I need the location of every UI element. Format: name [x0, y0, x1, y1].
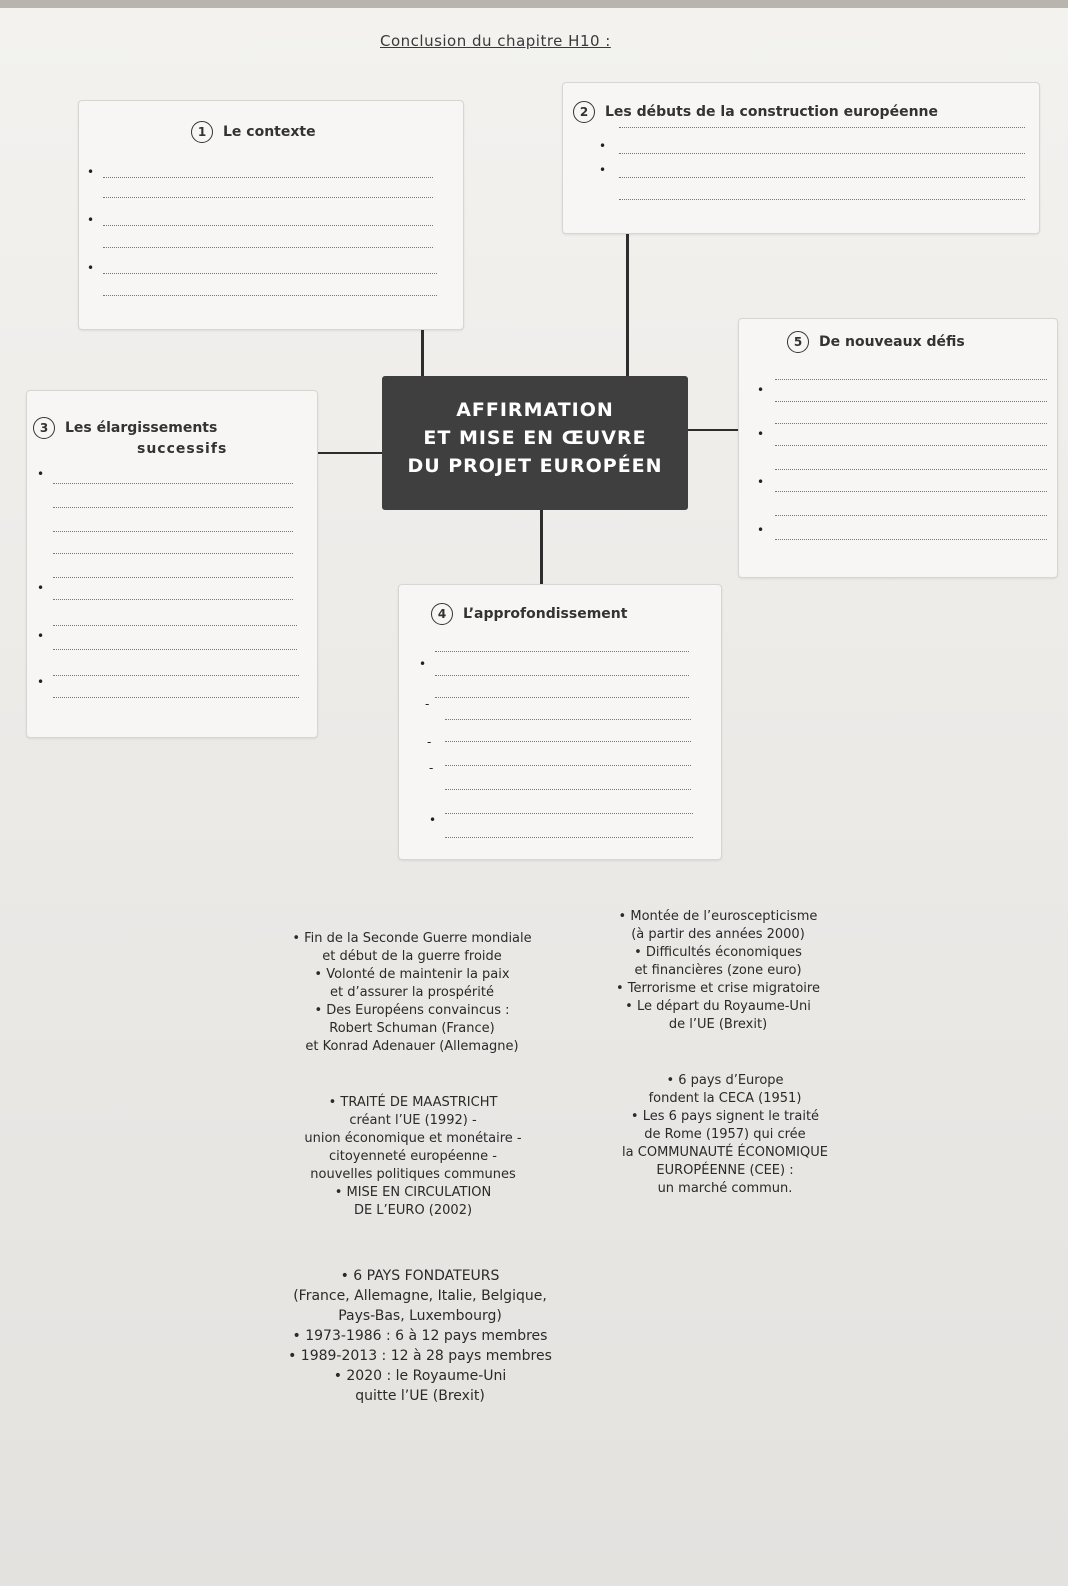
answer-line: [103, 273, 437, 274]
box-elargissements-subtitle: successifs: [137, 441, 228, 457]
box-approfondissement-title: L’approfondissement: [463, 606, 628, 622]
answer-text: (à partir des années 2000): [631, 927, 805, 942]
answer-line: [103, 177, 433, 178]
answer-line: [53, 531, 293, 532]
box-contexte: [78, 100, 464, 330]
badge-2: 2: [573, 101, 595, 123]
page-title: Conclusion du chapitre H10 :: [380, 32, 611, 50]
bullet: •: [757, 427, 765, 441]
box-defis: [738, 318, 1058, 578]
bullet: •: [599, 139, 607, 153]
answers-contexte: [272, 930, 552, 1056]
answers-elargissements: [260, 1266, 580, 1406]
answer-line: [435, 651, 689, 652]
box-approfondissement: [398, 584, 722, 860]
answer-text: • MISE EN CIRCULATION: [334, 1185, 492, 1200]
answers-defis: [578, 908, 858, 1034]
answer-text: • Montée de l’euroscepticisme: [618, 909, 818, 924]
answer-text: et Konrad Adenauer (Allemagne): [305, 1039, 519, 1054]
bullet: •: [87, 213, 95, 227]
bullet: •: [757, 383, 765, 397]
answer-text: un marché commun.: [657, 1181, 793, 1196]
bullet: •: [37, 467, 45, 481]
answer-text: union économique et monétaire -: [304, 1131, 522, 1146]
answer-line: [445, 719, 691, 720]
answer-text: • Fin de la Seconde Guerre mondiale: [292, 931, 532, 946]
answer-text: (France, Allemagne, Italie, Belgique,: [293, 1288, 547, 1304]
box-debuts-title: Les débuts de la construction européenne: [605, 104, 938, 120]
answer-text: • Difficultés économiques: [634, 945, 802, 960]
answer-line: [619, 127, 1025, 128]
box-contexte-title: Le contexte: [223, 124, 316, 140]
answer-text: • 1989-2013 : 12 à 28 pays membres: [288, 1348, 552, 1364]
connector-debuts: [626, 232, 629, 380]
answer-text: • 1973-1986 : 6 à 12 pays membres: [292, 1328, 548, 1344]
bullet: •: [757, 523, 765, 537]
answer-line: [53, 577, 293, 578]
answer-line: [775, 445, 1047, 446]
answer-text: • Les 6 pays signent le traité: [630, 1109, 820, 1124]
answers-approfondissement: [268, 1094, 558, 1220]
answer-text: la COMMUNAUTÉ ÉCONOMIQUE: [622, 1145, 828, 1160]
answer-line: [445, 765, 691, 766]
answer-text: et d’assurer la prospérité: [330, 985, 494, 1000]
bullet: -: [427, 735, 432, 749]
answer-text: • Volonté de maintenir la paix: [314, 967, 510, 982]
answer-text: • 6 pays d’Europe: [666, 1073, 784, 1088]
answer-line: [445, 741, 691, 742]
bullet: •: [429, 813, 437, 827]
answer-text: nouvelles politiques communes: [310, 1167, 516, 1182]
answer-text: • Le départ du Royaume-Uni: [625, 999, 811, 1014]
bullet: •: [87, 165, 95, 179]
answer-text: de l’UE (Brexit): [668, 1017, 768, 1032]
answer-line: [775, 379, 1047, 380]
box-defis-title: De nouveaux défis: [819, 334, 965, 350]
answer-text: fondent la CECA (1951): [648, 1091, 802, 1106]
badge-3: 3: [33, 417, 55, 439]
badge-5: 5: [787, 331, 809, 353]
answer-line: [53, 649, 297, 650]
answer-line: [445, 813, 693, 814]
answer-line: [775, 539, 1047, 540]
central-theme: [382, 376, 688, 510]
answer-line: [103, 295, 437, 296]
answer-text: • Des Européens convaincus :: [314, 1003, 510, 1018]
answer-line: [53, 675, 299, 676]
connector-approfondissement: [540, 510, 543, 588]
central-theme-line-1: AFFIRMATION: [456, 399, 614, 421]
answer-line: [53, 697, 299, 698]
box-elargissements-title: Les élargissements: [65, 420, 218, 436]
bullet: •: [419, 657, 427, 671]
answer-line: [103, 225, 433, 226]
box-debuts: [562, 82, 1040, 234]
answer-line: [445, 837, 693, 838]
central-theme-line-3: DU PROJET EUROPÉEN: [407, 455, 663, 477]
answer-text: Robert Schuman (France): [329, 1021, 495, 1036]
answer-line: [53, 483, 293, 484]
bullet: •: [599, 163, 607, 177]
badge-4: 4: [431, 603, 453, 625]
answer-line: [435, 675, 689, 676]
answer-text: Pays-Bas, Luxembourg): [338, 1308, 502, 1324]
bullet: •: [757, 475, 765, 489]
bullet: •: [37, 629, 45, 643]
answer-line: [619, 177, 1025, 178]
badge-1: 1: [191, 121, 213, 143]
answer-text: quitte l’UE (Brexit): [355, 1388, 485, 1404]
box-elargissements: [26, 390, 318, 738]
bullet: -: [425, 697, 430, 711]
answer-text: créant l’UE (1992) -: [349, 1113, 477, 1128]
answer-line: [775, 401, 1047, 402]
answer-text: • Terrorisme et crise migratoire: [616, 981, 820, 996]
answer-line: [775, 515, 1047, 516]
answer-text: • 6 PAYS FONDATEURS: [340, 1268, 500, 1284]
answer-text: et début de la guerre froide: [322, 949, 502, 964]
bullet: •: [87, 261, 95, 275]
answer-text: • TRAITÉ DE MAASTRICHT: [328, 1095, 498, 1110]
answer-text: et financières (zone euro): [634, 963, 802, 978]
answer-line: [103, 197, 433, 198]
answer-text: citoyenneté européenne -: [328, 1149, 497, 1164]
top-edge: [0, 0, 1068, 8]
bullet: •: [37, 675, 45, 689]
answer-line: [53, 507, 293, 508]
answer-text: • 2020 : le Royaume-Uni: [333, 1368, 507, 1384]
answer-text: de Rome (1957) qui crée: [644, 1127, 806, 1142]
answer-line: [775, 469, 1047, 470]
answer-line: [103, 247, 433, 248]
answer-line: [775, 491, 1047, 492]
answer-line: [619, 153, 1025, 154]
answer-text: DE L’EURO (2002): [353, 1203, 473, 1218]
central-theme-line-2: ET MISE EN ŒUVRE: [423, 427, 647, 449]
answer-line: [53, 599, 293, 600]
answer-line: [775, 423, 1047, 424]
answer-text: EUROPÉENNE (CEE) :: [656, 1163, 794, 1178]
answer-line: [53, 625, 297, 626]
bullet: -: [429, 761, 434, 775]
answer-line: [445, 789, 691, 790]
bullet: •: [37, 581, 45, 595]
answers-debuts: [580, 1072, 870, 1198]
answer-line: [619, 199, 1025, 200]
connector-elargissements: [308, 452, 384, 454]
answer-line: [435, 697, 689, 698]
answer-line: [53, 553, 293, 554]
